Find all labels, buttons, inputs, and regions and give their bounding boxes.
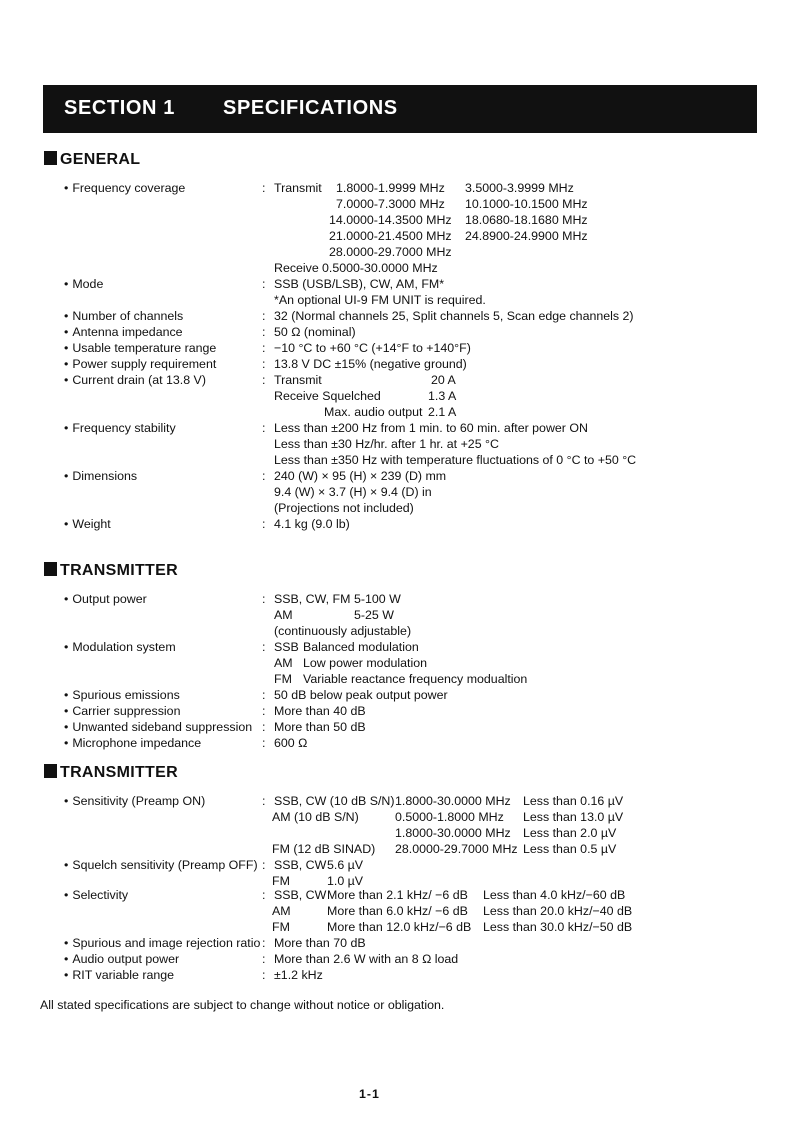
sens-value: Less than 0.16 µV <box>523 794 624 808</box>
power-label: • Power supply requirement <box>64 356 216 372</box>
output-am-value: 5-25 W <box>354 608 394 622</box>
current-rx-value: 1.3 A <box>428 389 457 403</box>
squelch-label: • Squelch sensitivity (Preamp OFF) <box>64 857 258 873</box>
page-title: SPECIFICATIONS <box>223 97 398 119</box>
sideband-label: • Unwanted sideband suppression <box>64 719 252 735</box>
sel-b: Less than 30.0 kHz/−50 dB <box>483 920 633 934</box>
carrier-label: • Carrier suppression <box>64 703 180 719</box>
current-label: • Current drain (at 13.8 V) <box>64 372 206 388</box>
section-number: SECTION 1 <box>64 97 175 119</box>
current-max-label: Max. audio output <box>324 405 423 419</box>
sel-a: More than 6.0 kHz/ −6 dB <box>327 904 468 918</box>
output-note: (continuously adjustable) <box>274 624 412 638</box>
dimensions-note: (Projections not included) <box>274 501 414 515</box>
temp-value: −10 °C to +60 °C (+14°F to +140°F) <box>274 341 471 355</box>
receiver-heading: TRANSMITTER <box>44 764 178 782</box>
dimensions-label: • Dimensions <box>64 468 137 484</box>
stability-value: Less than ±350 Hz with temperature fluctuations of 0 °C to +50 °C <box>274 453 637 467</box>
sens-mode: FM (12 dB SINAD) <box>272 842 376 856</box>
footnote: All stated specifications are subject to change without notice or obligation. <box>40 998 445 1012</box>
freq-tx-value: 24.8900-24.9900 MHz <box>465 229 588 243</box>
mod-am-value: Low power modulation <box>303 656 427 670</box>
sens-label: • Sensitivity (Preamp ON) <box>64 793 205 809</box>
image-value: More than 70 dB <box>274 936 366 950</box>
antenna-value: 50 Ω (nominal) <box>274 325 356 339</box>
squelch-ssb-value: 5.6 µV <box>327 858 364 872</box>
general-heading: GENERAL <box>44 151 140 169</box>
spurious-value: 50 dB below peak output power <box>274 688 448 702</box>
sel-mode: FM <box>272 920 290 934</box>
bullet-square-icon <box>44 764 57 778</box>
temp-label: • Usable temperature range <box>64 340 216 356</box>
output-ssb-value: 5-100 W <box>354 592 401 606</box>
rit-value: ±1.2 kHz <box>274 968 323 982</box>
selectivity-label: • Selectivity <box>64 887 128 903</box>
current-max-value: 2.1 A <box>428 405 457 419</box>
sel-a: More than 2.1 kHz/ −6 dB <box>327 888 468 902</box>
sens-mode: AM (10 dB S/N) <box>272 810 359 824</box>
audio-label: • Audio output power <box>64 951 179 967</box>
freq-tx-label: Transmit <box>274 181 322 195</box>
mode-label: • Mode <box>64 276 103 292</box>
output-am-label: AM <box>274 608 293 622</box>
output-label: • Output power <box>64 591 147 607</box>
audio-value: More than 2.6 W with an 8 Ω load <box>274 952 459 966</box>
output-ssb-label: SSB, CW, FM <box>274 592 351 606</box>
current-tx-value: 20 A <box>431 373 456 387</box>
weight-value: 4.1 kg (9.0 lb) <box>274 517 350 531</box>
stability-value: Less than ±30 Hz/hr. after 1 hr. at +25 °C <box>274 437 499 451</box>
sens-value: Less than 13.0 µV <box>523 810 624 824</box>
mod-fm-label: FM <box>274 672 292 686</box>
carrier-value: More than 40 dB <box>274 704 366 718</box>
mic-value: 600 Ω <box>274 736 308 750</box>
sel-mode: AM <box>272 904 291 918</box>
freq-rx-label: Receive <box>274 261 319 275</box>
freq-tx-value: 1.8000-1.9999 MHz <box>336 181 445 195</box>
current-rx-label: Receive Squelched <box>274 389 381 403</box>
sel-b: Less than 20.0 kHz/−40 dB <box>483 904 633 918</box>
rit-label: • RIT variable range <box>64 967 174 983</box>
sel-a: More than 12.0 kHz/−6 dB <box>327 920 472 934</box>
channels-label: • Number of channels <box>64 308 183 324</box>
channels-value: 32 (Normal channels 25, Split channels 5, Scan edge channels 2) <box>274 309 634 323</box>
antenna-label: • Antenna impedance <box>64 324 183 340</box>
freq-tx-value: 14.0000-14.3500 MHz <box>329 213 452 227</box>
mod-ssb-value: Balanced modulation <box>303 640 419 654</box>
bullet-square-icon <box>44 151 57 165</box>
sens-mode: SSB, CW (10 dB S/N) <box>274 794 395 808</box>
mod-fm-value: Variable reactance frequency modualtion <box>303 672 528 686</box>
mod-am-label: AM <box>274 656 293 670</box>
sens-value: Less than 0.5 µV <box>523 842 617 856</box>
image-label: • Spurious and image rejection ratio <box>64 935 260 951</box>
modulation-label: • Modulation system <box>64 639 176 655</box>
squelch-fm-value: 1.0 µV <box>327 874 364 888</box>
freq-tx-value: 7.0000-7.3000 MHz <box>336 197 445 211</box>
sel-b: Less than 4.0 kHz/−60 dB <box>483 888 626 902</box>
mode-note: *An optional UI-9 FM UNIT is required. <box>274 293 486 307</box>
squelch-ssb-label: SSB, CW <box>274 858 327 872</box>
dimensions-value: 9.4 (W) × 3.7 (H) × 9.4 (D) in <box>274 485 432 499</box>
mode-value: SSB (USB/LSB), CW, AM, FM* <box>274 277 445 291</box>
sens-range: 0.5000-1.8000 MHz <box>395 810 504 824</box>
sens-range: 28.0000-29.7000 MHz <box>395 842 518 856</box>
stability-value: Less than ±200 Hz from 1 min. to 60 min. after power ON <box>274 421 588 435</box>
sens-value: Less than 2.0 µV <box>523 826 617 840</box>
squelch-fm-label: FM <box>272 874 290 888</box>
mod-ssb-label: SSB <box>274 640 299 654</box>
section-header <box>43 85 757 133</box>
bullet-square-icon <box>44 562 57 576</box>
mic-label: • Microphone impedance <box>64 735 201 751</box>
sens-range: 1.8000-30.0000 MHz <box>395 826 511 840</box>
transmitter-heading: TRANSMITTER <box>44 562 178 580</box>
freq-tx-value: 10.1000-10.1500 MHz <box>465 197 588 211</box>
weight-label: • Weight <box>64 516 111 532</box>
freq-rx-value: 0.5000-30.0000 MHz <box>322 261 438 275</box>
freq-tx-value: 21.0000-21.4500 MHz <box>329 229 452 243</box>
freq-label: • Frequency coverage <box>64 180 185 196</box>
stability-label: • Frequency stability <box>64 420 176 436</box>
page-number: 1-1 <box>359 1087 380 1101</box>
freq-tx-value: 18.0680-18.1680 MHz <box>465 213 588 227</box>
freq-tx-value: 3.5000-3.9999 MHz <box>465 181 574 195</box>
freq-tx-value: 28.0000-29.7000 MHz <box>329 245 452 259</box>
sens-range: 1.8000-30.0000 MHz <box>395 794 511 808</box>
sel-mode: SSB, CW <box>274 888 327 902</box>
spurious-label: • Spurious emissions <box>64 687 180 703</box>
dimensions-value: 240 (W) × 95 (H) × 239 (D) mm <box>274 469 447 483</box>
power-value: 13.8 V DC ±15% (negative ground) <box>274 357 467 371</box>
sideband-value: More than 50 dB <box>274 720 366 734</box>
current-tx-label: Transmit <box>274 373 322 387</box>
